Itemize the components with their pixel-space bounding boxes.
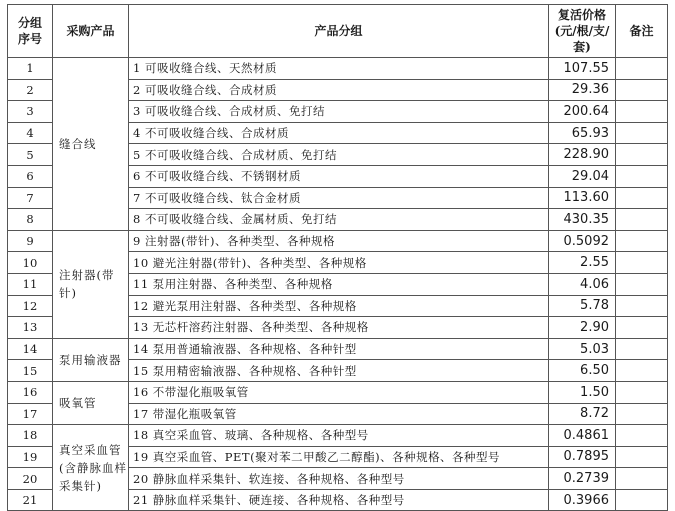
price-cell: 0.4861 — [549, 425, 616, 447]
note-cell — [616, 230, 668, 252]
group-cell: 20 静脉血样采集针、软连接、各种规格、各种型号 — [129, 468, 549, 490]
row-number: 15 — [8, 360, 53, 382]
header-product: 采购产品 — [53, 5, 129, 58]
note-cell — [616, 403, 668, 425]
note-cell — [616, 165, 668, 187]
row-number: 3 — [8, 101, 53, 123]
note-cell — [616, 144, 668, 166]
row-number: 7 — [8, 187, 53, 209]
row-number: 21 — [8, 489, 53, 511]
category-cell: 注射器(带针) — [53, 230, 129, 338]
header-note: 备注 — [616, 5, 668, 58]
group-cell: 15 泵用精密输液器、各种规格、各种针型 — [129, 360, 549, 382]
category-cell: 泵用输液器 — [53, 338, 129, 381]
row-number: 19 — [8, 446, 53, 468]
price-table — [7, 4, 668, 511]
header-group: 产品分组 — [129, 5, 549, 58]
row-number: 9 — [8, 230, 53, 252]
price-cell: 29.04 — [549, 165, 616, 187]
table-row — [8, 338, 668, 360]
group-cell: 16 不带湿化瓶吸氧管 — [129, 381, 549, 403]
group-cell: 7 不可吸收缝合线、钛合金材质 — [129, 187, 549, 209]
price-cell: 113.60 — [549, 187, 616, 209]
row-number: 14 — [8, 338, 53, 360]
price-cell: 5.03 — [549, 338, 616, 360]
group-cell: 11 泵用注射器、各种类型、各种规格 — [129, 273, 549, 295]
group-cell: 13 无芯杆溶药注射器、各种类型、各种规格 — [129, 317, 549, 339]
group-cell: 5 不可吸收缝合线、合成材质、免打结 — [129, 144, 549, 166]
note-cell — [616, 489, 668, 511]
table-row — [8, 381, 668, 403]
row-number: 12 — [8, 295, 53, 317]
category-cell: 真空采血管(含静脉血样采集针) — [53, 425, 129, 511]
price-cell: 1.50 — [549, 381, 616, 403]
price-cell: 29.36 — [549, 79, 616, 101]
price-cell: 5.78 — [549, 295, 616, 317]
category-cell: 吸氧管 — [53, 381, 129, 424]
group-cell: 6 不可吸收缝合线、不锈钢材质 — [129, 165, 549, 187]
row-number: 2 — [8, 79, 53, 101]
price-cell: 200.64 — [549, 101, 616, 123]
note-cell — [616, 360, 668, 382]
row-number: 13 — [8, 317, 53, 339]
price-cell: 65.93 — [549, 122, 616, 144]
group-cell: 18 真空采血管、玻璃、各种规格、各种型号 — [129, 425, 549, 447]
note-cell — [616, 187, 668, 209]
price-cell: 2.90 — [549, 317, 616, 339]
row-number: 11 — [8, 273, 53, 295]
group-cell: 10 避光注射器(带针)、各种类型、各种规格 — [129, 252, 549, 274]
row-number: 16 — [8, 381, 53, 403]
table-row — [8, 425, 668, 447]
group-cell: 2 可吸收缝合线、合成材质 — [129, 79, 549, 101]
row-number: 1 — [8, 58, 53, 80]
group-cell: 12 避光泵用注射器、各种类型、各种规格 — [129, 295, 549, 317]
row-number: 4 — [8, 122, 53, 144]
row-number: 20 — [8, 468, 53, 490]
note-cell — [616, 425, 668, 447]
group-cell: 4 不可吸收缝合线、合成材质 — [129, 122, 549, 144]
price-cell: 228.90 — [549, 144, 616, 166]
price-cell: 0.7895 — [549, 446, 616, 468]
table-row — [8, 230, 668, 252]
note-cell — [616, 273, 668, 295]
price-cell: 107.55 — [549, 58, 616, 80]
row-number: 18 — [8, 425, 53, 447]
note-cell — [616, 101, 668, 123]
header-row — [8, 5, 668, 58]
price-cell: 2.55 — [549, 252, 616, 274]
price-cell: 4.06 — [549, 273, 616, 295]
category-cell: 缝合线 — [53, 58, 129, 231]
price-cell: 8.72 — [549, 403, 616, 425]
price-cell: 0.2739 — [549, 468, 616, 490]
note-cell — [616, 122, 668, 144]
group-cell: 9 注射器(带针)、各种类型、各种规格 — [129, 230, 549, 252]
group-cell: 1 可吸收缝合线、天然材质 — [129, 58, 549, 80]
note-cell — [616, 252, 668, 274]
row-number: 6 — [8, 165, 53, 187]
row-number: 5 — [8, 144, 53, 166]
note-cell — [616, 317, 668, 339]
row-number: 10 — [8, 252, 53, 274]
note-cell — [616, 295, 668, 317]
note-cell — [616, 209, 668, 231]
note-cell — [616, 468, 668, 490]
header-seq: 分组序号 — [8, 5, 53, 58]
note-cell — [616, 338, 668, 360]
group-cell: 3 可吸收缝合线、合成材质、免打结 — [129, 101, 549, 123]
note-cell — [616, 381, 668, 403]
note-cell — [616, 79, 668, 101]
header-price: 复活价格(元/根/支/套) — [549, 5, 616, 58]
group-cell: 8 不可吸收缝合线、金属材质、免打结 — [129, 209, 549, 231]
group-cell: 14 泵用普通输液器、各种规格、各种针型 — [129, 338, 549, 360]
note-cell — [616, 58, 668, 80]
group-cell: 21 静脉血样采集针、硬连接、各种规格、各种型号 — [129, 489, 549, 511]
price-cell: 430.35 — [549, 209, 616, 231]
group-cell: 17 带湿化瓶吸氧管 — [129, 403, 549, 425]
price-cell: 0.3966 — [549, 489, 616, 511]
price-cell: 6.50 — [549, 360, 616, 382]
table-row — [8, 58, 668, 80]
table-body — [8, 58, 668, 511]
group-cell: 19 真空采血管、PET(聚对苯二甲酸乙二醇酯)、各种规格、各种型号 — [129, 446, 549, 468]
row-number: 8 — [8, 209, 53, 231]
price-cell: 0.5092 — [549, 230, 616, 252]
note-cell — [616, 446, 668, 468]
row-number: 17 — [8, 403, 53, 425]
